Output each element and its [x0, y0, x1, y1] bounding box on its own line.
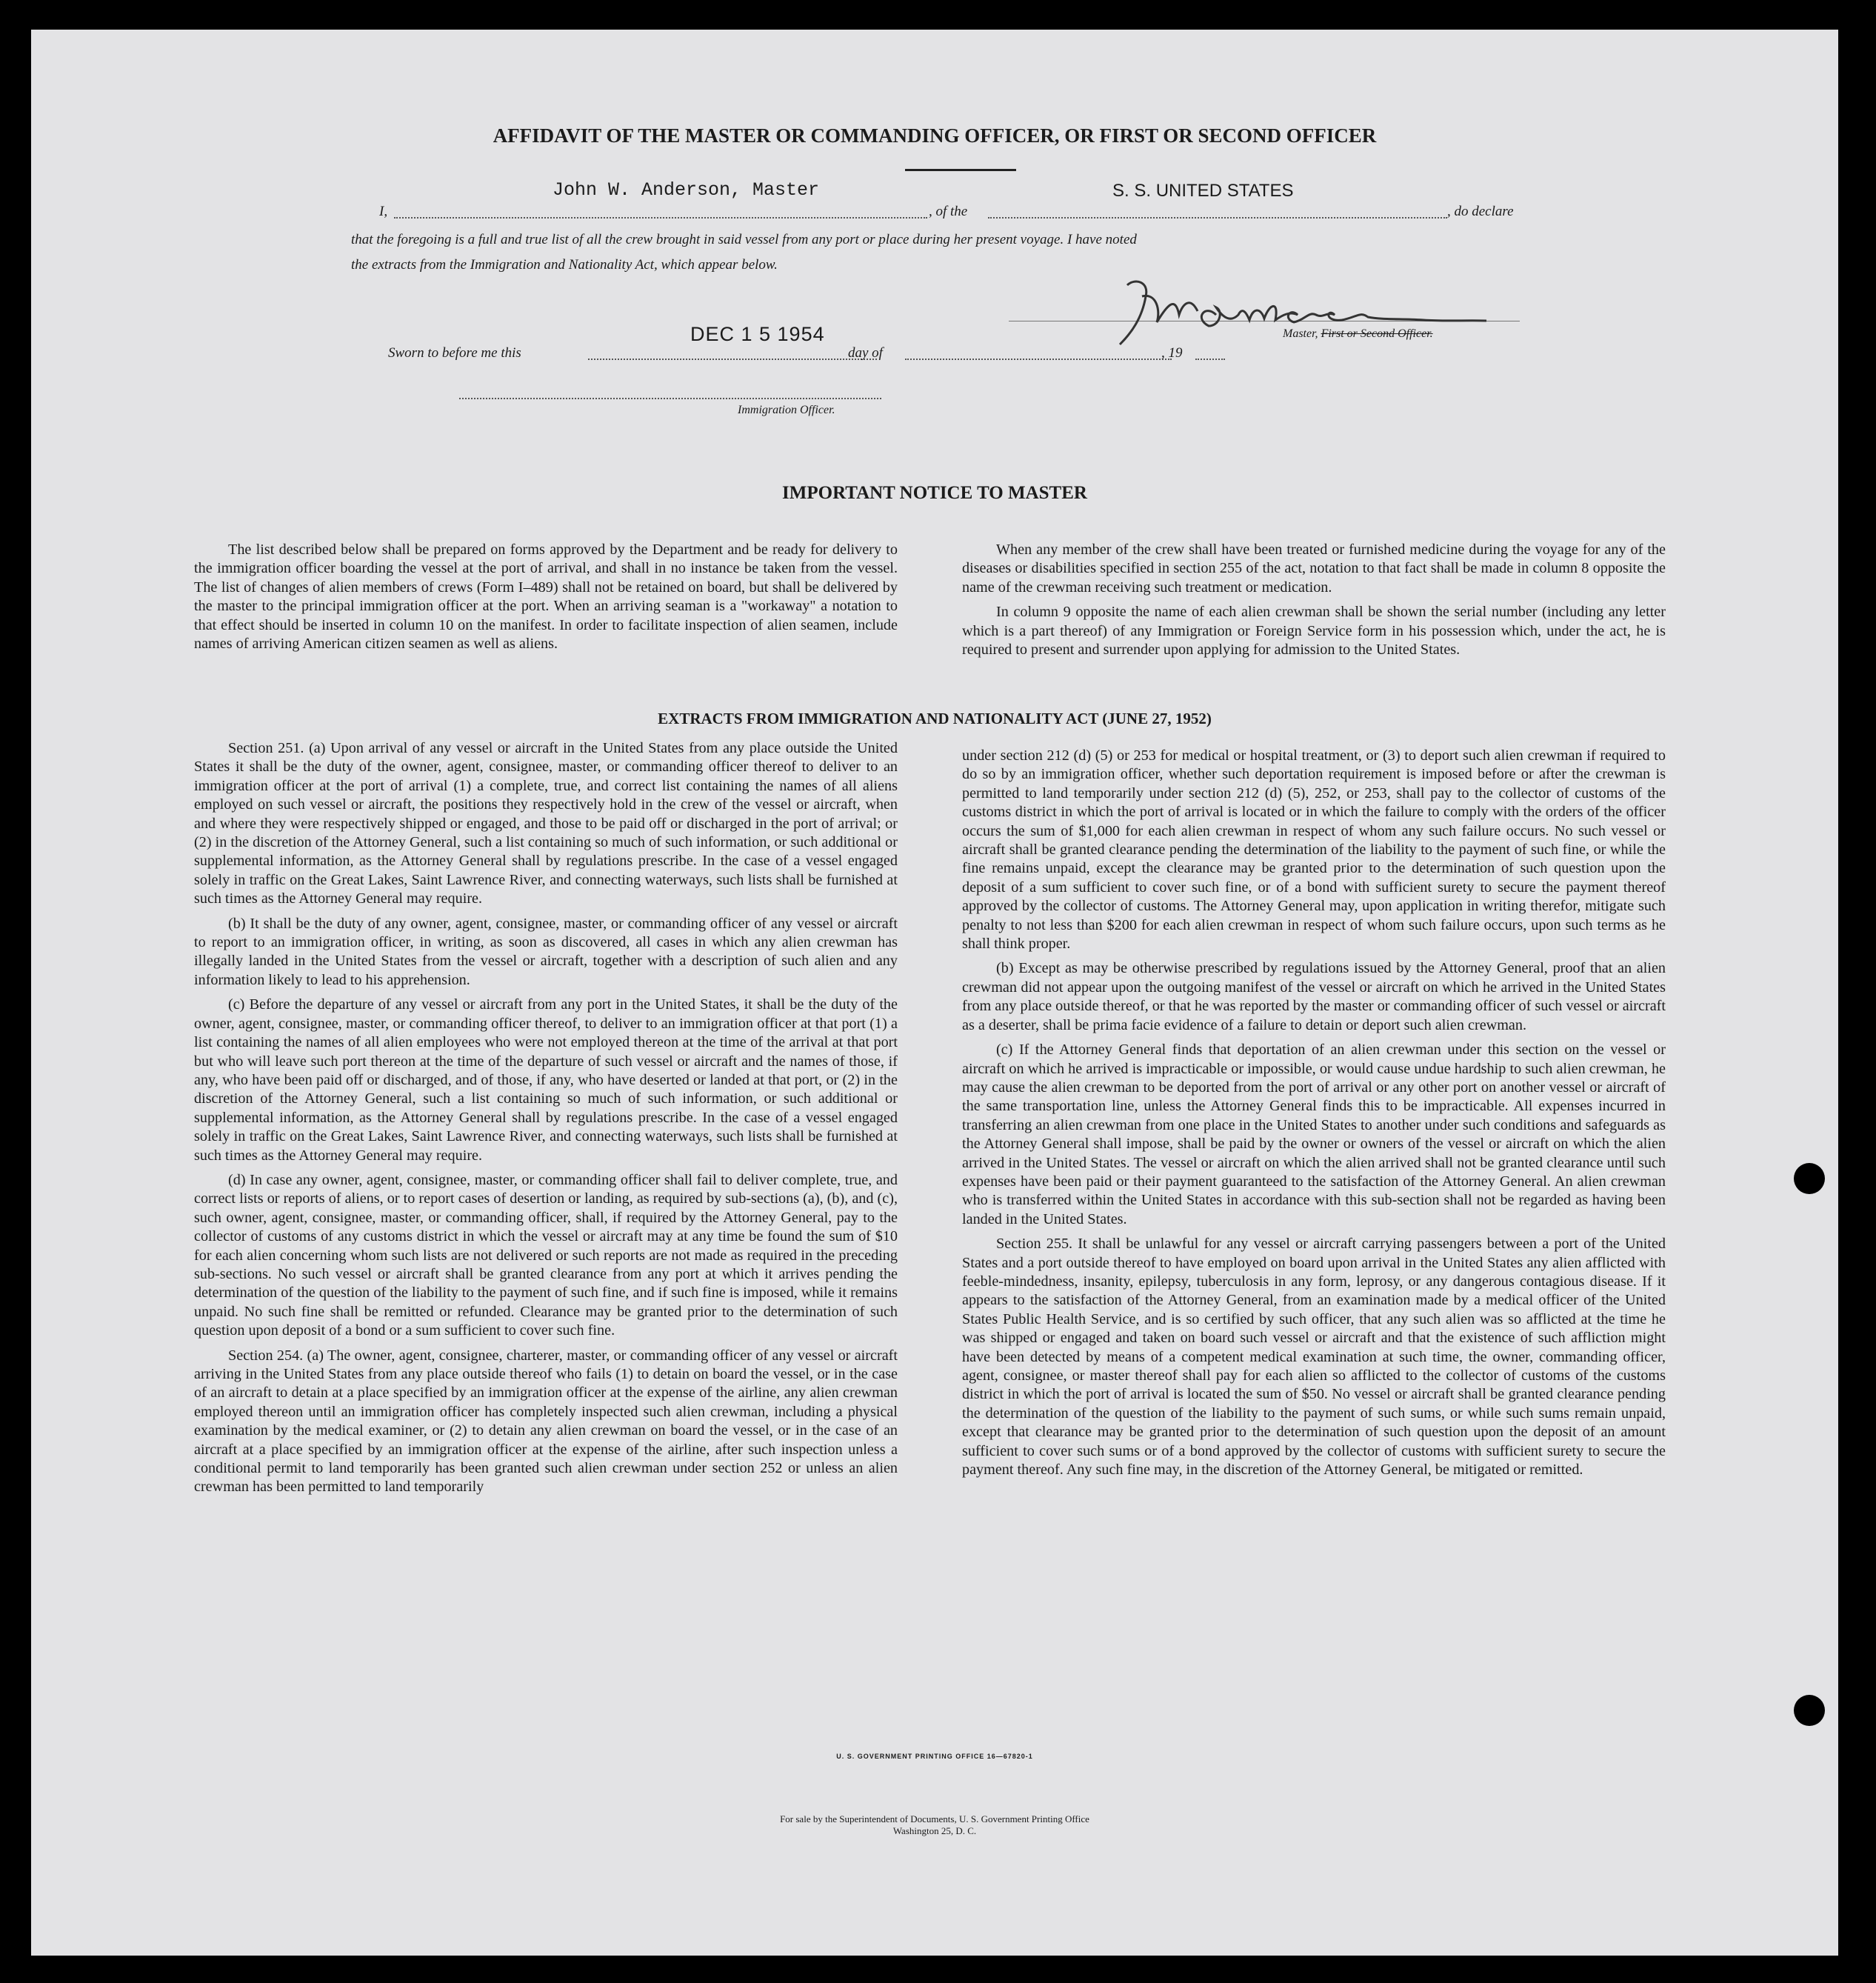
- section-254b: (b) Except as may be otherwise prescribed by regulations issued by the Attorney General, proof that an alien crewman did not appear upon the outgoing manifest of the vessel or aircraft on which he arrived in the United States from any place outside thereof, or that he was reported by the master or commanding officer of such vessel or aircraft as a deserter, shall be prima facie evidence of a failure to detain or deport such alien crewman.: [962, 960, 1666, 1033]
- section-254c: (c) If the Attorney General finds that deportation of an alien crewman under this section on the vessel or aircraft on which he arrived is impracticable or impossible, or would cause undue hardship to such alien crewman, he may cause the alien crewman to be deported from the port of arrival or any other port on another vessel or aircraft of the same transportation line, unless the Attorney General finds this to be impracticable. All expenses incurred in transferring an alien crewman from one place in the United States to another under such conditions and safeguards as the Attorney General shall impose, shall be paid by the owner or owners of the vessel or aircraft on which the alien arrived in the United States. The vessel or aircraft on which the alien arrived shall not be granted clearance until such expenses have been paid or their payment guaranteed to the satisfaction of the Attorney General. An alien crewman who is transferred within the United States in accordance with this sub-section shall not be regarded as having been landed in the United States.: [962, 1042, 1666, 1227]
- notice-right-paragraph-2: In column 9 opposite the name of each alien crewman shall be shown the serial number (including any letter which is a part thereof) of any Immigration or Foreign Service form in his possession which, under the act, he is required to present and surrender upon applying for admission to the United States.: [962, 604, 1666, 659]
- date-stamp: DEC 1 5 1954: [690, 323, 825, 345]
- master-signature: [1105, 274, 1490, 356]
- section-251d: (d) In case any owner, agent, consignee, master, or commanding officer shall fail to deliver complete, true, and correct lists or reports of aliens, or to report cases of desertion or landing, as required by sub-sections (a), (b), and (c), such owner, agent, consignee, master, or commanding officer, shall, if required by the Attorney General, pay to the collector of customs of any customs district in which the vessel or aircraft may at any time be found the sum of $10 for each alien concerning whom such lists are not delivered or such reports are not made as required in the preceding sub-sections. No such vessel or aircraft shall be granted clearance from any port at which it arrives pending the determination of the question of the liability to the payment of such fine, and if such fine is imposed, while it remains unpaid. No such fine shall be remitted or refunded. Clearance may be granted prior to the determination of such question upon deposit of a bond or a sum sufficient to cover such fine.: [194, 1171, 898, 1339]
- section-251b: (b) It shall be the duty of any owner, agent, consignee, master, or commanding officer of any vessel or aircraft to report to an immigration officer, in writing, as soon as discovered, all cases in which any alien crewman has illegally landed in the United States from the vessel or aircraft, together with a description of such alien and any information likely to lead to his apprehension.: [194, 915, 898, 988]
- sale-note: [31, 1813, 1838, 1837]
- declare-label: , do declare: [1447, 204, 1514, 219]
- affidavit-title: AFFIDAVIT OF THE MASTER OR COMMANDING OFFICER, OR FIRST OR SECOND OFFICER: [493, 124, 1377, 147]
- sworn-month-line: [905, 359, 1172, 360]
- year-label: , 19: [1161, 345, 1183, 361]
- extracts-right-column: [962, 747, 1666, 1485]
- affidavit-body-line-2: the extracts from the Immigration and Nationality Act, which appear below.: [351, 257, 778, 273]
- section-255: Section 255. It shall be unlawful for any vessel or aircraft carrying passengers between a port of the United States and a port outside thereof to have employed on board upon arrival in the United States any alien afflicted with feeble-mindedness, insanity, epilepsy, tuberculosis in any form, leprosy, or any dangerous contagious disease. If it appears to the satisfaction of the Attorney General, from an examination made by a medical officer of the United States Public Health Service, and is so certified by such officer, that any such alien was so afflicted at the time he was shipped or engaged and taken on board such vessel or aircraft and that the existence of such affliction might have been detected by means of a competent medical examination at such time, the owner, commanding officer, agent, consignee, or master thereof shall pay for each alien so afflicted to the collector of customs of the customs district in which the port of arrival is located the sum of $50. No vessel or aircraft shall be granted clearance pending the determination of the question of the liability to the payment of such sums, or while such sums remain unpaid, except that clearance may be granted prior to the determination of such question upon the deposit of an amount sufficient to cover such sums or of a bond approved by the collector of customs with sufficient surety to secure the payment thereof. Any such fine may, in the discretion of the Attorney General, be mitigated or remitted.: [962, 1236, 1666, 1479]
- section-254a: Section 254. (a) The owner, agent, consignee, charterer, master, or commanding officer of any vessel or aircraft arriving in the United States from any place outside thereof who fails (1) to detain on board the vessel, or in the case of an aircraft to detain at a place specified by an immigration officer at the expense of the airline, any alien crewman employed thereon until an immigration officer has completely inspected such alien crewman, including a physical examination by the medical examiner, or (2) to detain any alien crewman on board the vessel, or in the case of an aircraft at a place specified by an immigration officer at the expense of the airline, after such inspection unless a conditional permit to land temporarily has been granted such alien crewman under section 252 or unless an alien crewman has been permitted to land temporarily: [194, 1347, 898, 1496]
- name-line: [394, 217, 927, 219]
- title-rule: [905, 169, 1016, 171]
- notice-right-paragraph-1: When any member of the crew shall have been treated or furnished medicine during the voyage for any of the diseases or disabilities specified in section 255 of the act, notation to that fact shall be made in column 8 opposite the name of the crewman receiving such treatment or medication.: [962, 541, 1666, 596]
- signature-caption: [1283, 327, 1433, 341]
- vessel-name-field: S. S. UNITED STATES: [1112, 181, 1294, 201]
- section-251a: Section 251. (a) Upon arrival of any vessel or aircraft in the United States from any place outside the United States it shall be the duty of the owner, agent, consignee, master, or commanding officer thereof to deliver to an immigration officer at the port of arrival (1) a complete, true, and correct list containing the names of all aliens employed on such vessel or aircraft, the positions they respectively hold in the crew of the vessel or aircraft, when and where they were respectively shipped or engaged, and those to be paid off or discharged in the port of arrival; or (2) in the discretion of the Attorney General, such a list containing so much of such information, or such additional or supplemental information, as the Attorney General shall by regulations prescribe. In the case of a vessel engaged solely in traffic on the Great Lakes, Saint Lawrence River, and connecting waterways, such lists shall be furnished at such times as the Attorney General may require.: [194, 740, 898, 907]
- sale-note-line-1: For sale by the Superintendent of Documents, U. S. Government Printing Office: [780, 1813, 1089, 1824]
- extracts-title: EXTRACTS FROM IMMIGRATION AND NATIONALITY ACT (JUNE 27, 1952): [658, 710, 1212, 727]
- extracts-left-column: [194, 739, 898, 1503]
- signature-caption-master: Master,: [1283, 327, 1318, 340]
- notice-left-paragraph: The list described below shall be prepared on forms approved by the Department and be ready for delivery to the immigration officer boarding the vessel at the port of arrival, and shall in no instance be taken from the vessel. The list of changes of alien members of crews (Form I–489) shall not be retained on board, but shall be delivered by the master to the principal immigration officer at the port. When an arriving seaman is a "workaway" a notation to that effect should be inserted in column 10 on the manifest. In order to facilitate inspection of alien seamen, include names of arriving American citizen seamen as well as aliens.: [194, 541, 898, 653]
- year-line: [1195, 359, 1225, 360]
- master-name-field: John W. Anderson, Master: [553, 179, 820, 201]
- notice-title: IMPORTANT NOTICE TO MASTER: [782, 483, 1087, 503]
- officer-signature-line: [459, 398, 881, 399]
- vessel-line: [988, 217, 1447, 219]
- day-of-label: day of: [848, 345, 883, 361]
- form-page: [31, 30, 1838, 1956]
- sale-note-line-2: Washington 25, D. C.: [892, 1825, 977, 1836]
- section-251c: (c) Before the departure of any vessel or aircraft from any port in the United States, it shall be the duty of the owner, agent, consignee, master, or commanding officer thereof, to deliver to an immigration officer at that port (1) a list containing the names of all alien employees who were not employed thereon at the time of the arrival at that port but who will leave such port thereon at the time of the departure of such vessel or aircraft and the names of those, if any, who have been paid off or discharged, and of those, if any, who have deserted or landed at that port, or (2) in the discretion of the Attorney General, such a list containing so much of such information, or such additional or supplemental information, as the Attorney General shall by regulations prescribe. In the case of a vessel engaged solely in traffic on the Great Lakes, Saint Lawrence River, and connecting waterways, such lists shall be furnished at such times as the Attorney General may require.: [194, 996, 898, 1164]
- immigration-officer-label: Immigration Officer.: [738, 404, 835, 416]
- section-254a-continued: under section 212 (d) (5) or 253 for medical or hospital treatment, or (3) to deport such alien crewman if required to do so by an immigration officer, whether such deportation requirement is imposed before or after the crewman is permitted to land temporarily under section 212 (d) (5), 252, or 253, shall pay to the collector of customs of the customs district in which the port of arrival is located or in which the failure to comply with the orders of the officer occurs the sum of $1,000 for each alien crewman in respect of whom any such failure occurs. No such vessel or aircraft shall be granted clearance pending the determination of the liability to the payment of such fine, or while the fine remains unpaid, except the clearance may be granted prior to the determination of such question upon the deposit of a sum sufficient to cover such fine, or of a bond with sufficient surety to secure the payment thereof approved by the collector of customs. The Attorney General may, upon application in writing therefor, mitigate such penalty to not less than $200 for each alien crewman in respect of whom such failure occurs, upon such terms as he shall think proper.: [962, 747, 1666, 953]
- punch-hole-upper: [1794, 1163, 1825, 1194]
- punch-hole-lower: [1794, 1695, 1825, 1726]
- of-the-label: , of the: [929, 204, 968, 219]
- signature-caption-struck: First or Second Officer.: [1321, 327, 1433, 340]
- sworn-day-line: [588, 359, 877, 360]
- sworn-label: Sworn to before me this: [388, 345, 521, 361]
- i-label: I,: [379, 204, 388, 219]
- notice-right-column: [962, 541, 1666, 665]
- printing-office-note: U. S. GOVERNMENT PRINTING OFFICE 16—67820-1: [836, 1753, 1033, 1760]
- affidavit-body-line-1: that the foregoing is a full and true list of all the crew brought in said vessel from any port or place during her present voyage. I have noted: [351, 232, 1137, 247]
- notice-left-column: [194, 541, 898, 659]
